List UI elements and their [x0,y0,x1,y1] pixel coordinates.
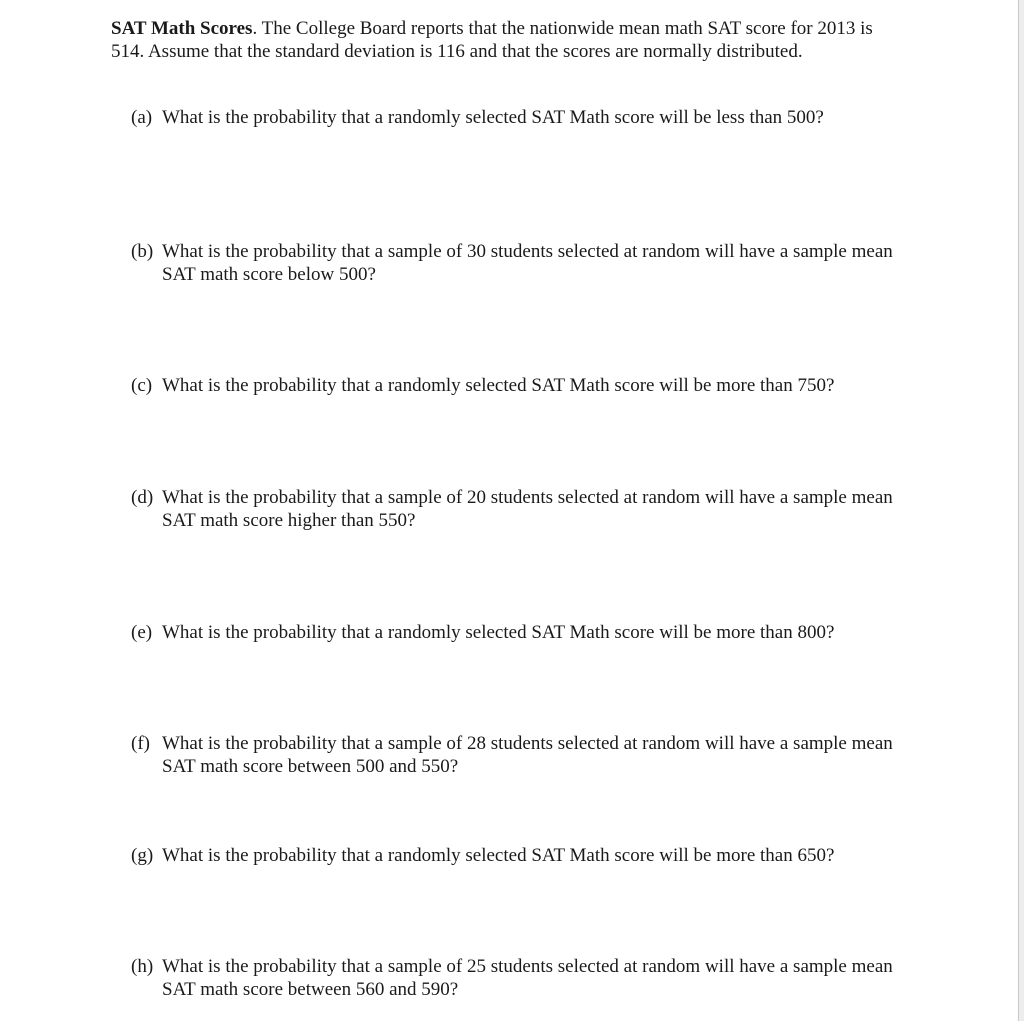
intro-text: . The College Board reports that the nationwide mean math SAT score for 2013 is 514. Assume that the standard deviation is 116 and that the scores are normally distributed. [111,18,873,62]
question-b [131,241,911,286]
question-c [131,375,911,398]
question-text: What is the probability that a randomly selected SAT Math score will be more than 750? [162,375,835,396]
intro-paragraph [111,18,891,63]
question-text: What is the probability that a randomly selected SAT Math score will be less than 500? [162,107,824,128]
question-h [131,956,911,1001]
question-label: (d) [131,487,154,508]
question-d [131,487,911,532]
question-text: What is the probability that a sample of 25 students selected at random will have a sample mean SAT math score between 560 and 590? [162,956,893,1000]
question-label: (c) [131,375,153,396]
question-f [131,733,911,778]
question-text: What is the probability that a sample of 28 students selected at random will have a sample mean SAT math score between 500 and 550? [162,733,893,777]
intro-title: SAT Math Scores [111,18,253,39]
question-label: (g) [131,845,154,866]
question-g [131,845,911,868]
question-label: (e) [131,622,153,643]
question-label: (f) [131,733,150,754]
question-e [131,622,911,645]
question-a [131,107,911,130]
question-text: What is the probability that a sample of 30 students selected at random will have a sample mean SAT math score below 500? [162,241,893,285]
question-text: What is the probability that a randomly selected SAT Math score will be more than 800? [162,622,835,643]
question-label: (h) [131,956,154,977]
page-shadow [1019,0,1024,1021]
question-label: (a) [131,107,153,128]
question-text: What is the probability that a sample of 20 students selected at random will have a sample mean SAT math score higher than 550? [162,487,893,531]
question-text: What is the probability that a randomly selected SAT Math score will be more than 650? [162,845,835,866]
question-label: (b) [131,241,154,262]
